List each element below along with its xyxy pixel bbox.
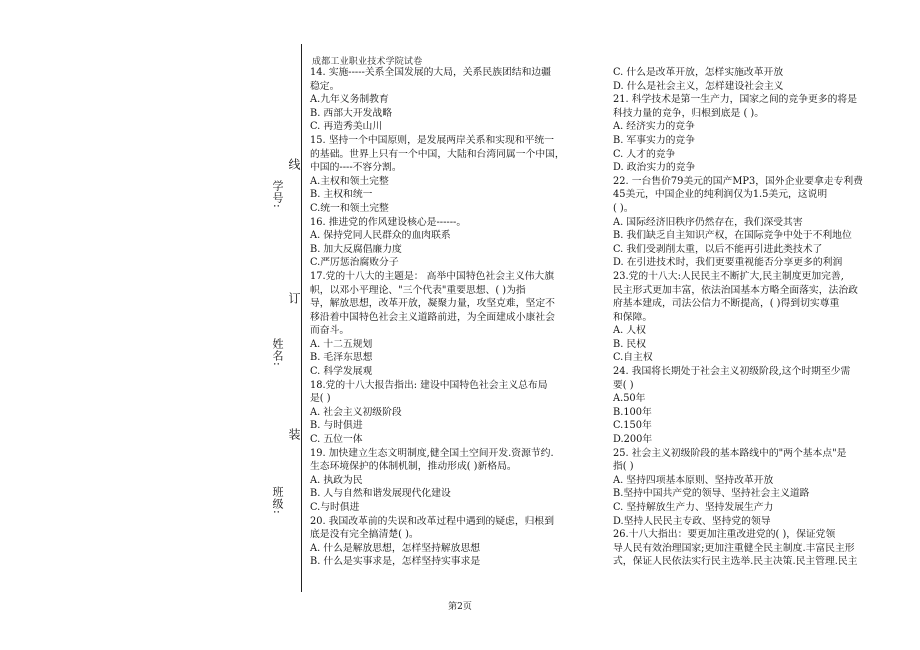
question-text-line: D. 政治实力的竞争 xyxy=(613,162,696,174)
question-text-line: C.统一和领土完整 xyxy=(310,202,389,214)
question-text-line: B. 与时俱进 xyxy=(310,420,363,432)
question-text-line: B. 民权 xyxy=(613,338,647,350)
question-text-line: A. 人权 xyxy=(613,325,646,337)
question-text-line: B.100年 xyxy=(613,406,652,418)
question-text-line: 26.十八大指出：要更加注重改进党的( )，保证党领 xyxy=(613,529,836,541)
question-text-line: 15. 坚持一个中国原则，是发展两岸关系和实现和平统一 xyxy=(310,134,555,146)
right-question-column xyxy=(613,66,897,569)
question-text-line: 而奋斗。 xyxy=(310,325,350,337)
question-text-line: A. 坚持四项基本原则、坚持改革开放 xyxy=(613,474,774,486)
question-text-line: C. 再造秀美山川 xyxy=(310,121,383,133)
question-text-line: 导人民有效治理国家;更加注重健全民主制度.丰富民主形 xyxy=(613,542,855,554)
binding-mark-bind: 订 xyxy=(287,292,301,306)
question-text-line: D. 什么是社会主义，怎样建设社会主义 xyxy=(613,80,784,92)
question-text-line: D.200年 xyxy=(613,434,653,446)
student-id-label: 学号: xyxy=(271,180,284,209)
question-text-line: C.与时俱进 xyxy=(310,502,360,513)
question-text-line: 19. 加快建立生态文明制度,健全国土空间开发.资源节约. xyxy=(310,447,554,459)
question-text-line: B. 人与自然和谐发展现代化建设 xyxy=(310,488,451,500)
binding-mark-seal: 装 xyxy=(287,428,301,442)
question-text-line: C. 坚持解放生产力、坚持发展生产力 xyxy=(613,502,774,513)
question-text-line: A. 国际经济旧秩序仍然存在，我们深受其害 xyxy=(613,216,803,228)
question-text-line: B.坚持中国共产党的领导、坚持社会主义道路 xyxy=(613,488,810,500)
question-text-line: 25. 社会主义初级阶段的基本路线中的"两个基本点"是 xyxy=(613,447,847,459)
student-name-label: 姓名: xyxy=(271,338,284,367)
question-text-line: 式，保证人民依法实行民主选举.民主决策.民主管理.民主 xyxy=(613,556,858,568)
question-text-line: 导，解放思想，改革开放，凝聚力量，攻坚克难，坚定不 xyxy=(310,298,555,310)
question-text-line: C. 人才的竞争 xyxy=(613,148,676,160)
question-text-line: 稳定。 xyxy=(310,80,340,92)
question-text-line: 指( ) xyxy=(613,461,634,473)
question-text-line: 要( ) xyxy=(613,379,634,391)
question-text-line: 45美元，中国企业的纯利润仅为1.5美元，这说明 xyxy=(613,189,828,201)
school-exam-header: 成都工业职业技术学院试卷 xyxy=(312,57,423,67)
question-text-line: 中国的----不容分割。 xyxy=(310,162,402,174)
question-text-line: A.50年 xyxy=(613,393,646,405)
question-text-line: 和保障。 xyxy=(613,311,653,323)
question-text-line: B. 西部大开发战略 xyxy=(310,107,393,119)
left-question-column xyxy=(310,66,594,569)
page-number: 第2页 xyxy=(448,602,472,612)
question-text-line: 24. 我国将长期处于社会主义初级阶段,这个时期至少需 xyxy=(613,366,851,378)
question-text-line: 18.党的十八大报告指出: 建设中国特色社会主义总布局 xyxy=(310,379,548,391)
question-text-line: A. 保持党同人民群众的血肉联系 xyxy=(310,230,451,242)
question-text-line: A. 社会主义初级阶段 xyxy=(310,406,402,418)
question-text-line: 20. 我国改革前的失误和改革过程中遇到的疑虑，归根到 xyxy=(310,515,555,527)
question-text-line: A.主权和领土完整 xyxy=(310,175,389,187)
question-text-line: B. 毛泽东思想 xyxy=(310,352,373,364)
question-text-line: 21. 科学技术是第一生产力，国家之间的竞争更多的将是 xyxy=(613,94,858,106)
question-text-line: ( )。 xyxy=(613,202,634,214)
question-text-line: 16. 推进党的作风建设核心是------。 xyxy=(310,216,467,228)
question-text-line: C. 科学发展观 xyxy=(310,366,373,378)
question-text-line: D.坚持人民民主专政、坚持党的领导 xyxy=(613,515,771,527)
question-text-line: 生态环境保护的体制机制，推动形成( )新格局。 xyxy=(310,461,517,473)
question-text-line: C.严厉惩治腐败分子 xyxy=(310,257,399,269)
question-text-line: 民主形式更加丰富，依法治国基本方略全面落实，法治政 xyxy=(613,284,858,296)
question-text-line: C. 我们受剥削太重，以后不能再引进此类技术了 xyxy=(613,243,823,255)
question-text-line: B. 军事实力的竞争 xyxy=(613,134,696,146)
question-text-line: 17.党的十八大的主题是： 高举中国特色社会主义伟大旗 xyxy=(310,270,555,282)
question-text-line: C.自主权 xyxy=(613,352,653,364)
question-text-line: C. 什么是改革开放，怎样实施改革开放 xyxy=(613,67,784,78)
question-text-line: 底是没有完全搞清楚( )。 xyxy=(310,529,419,541)
question-text-line: A. 十二五规划 xyxy=(310,338,373,350)
question-text-line: B. 我们缺乏自主知识产权，在国际竞争中处于不利地位 xyxy=(613,230,852,242)
question-text-line: 是( ) xyxy=(310,393,331,405)
question-text-line: 23.党的十八大:人民民主不断扩大,民主制度更加完善, xyxy=(613,270,844,282)
question-text-line: A. 经济实力的竞争 xyxy=(613,121,695,133)
question-text-line: A.九年义务制教育 xyxy=(310,94,389,106)
question-text-line: D. 在引进技术时，我们更要重视能否分享更多的利润 xyxy=(613,257,843,269)
question-text-line: 14. 实施-----关系全国发展的大局，关系民族团结和边疆 xyxy=(310,67,551,78)
question-text-line: 的基础。世界上只有一个中国，大陆和台湾同属一个中国， xyxy=(310,148,565,160)
class-label: 班级: xyxy=(271,486,284,515)
question-text-line: 府基本建成，司法公信力不断提高，( )得到切实尊重 xyxy=(613,298,840,310)
question-text-line: 科技力量的竞争，归根到底是 ( )。 xyxy=(613,107,765,119)
question-text-line: B. 加大反腐倡廉力度 xyxy=(310,243,402,255)
question-text-line: A. 执政为民 xyxy=(310,474,363,486)
question-text-line: 移沿着中国特色社会主义道路前进，为全面建成小康社会 xyxy=(310,311,555,323)
question-text-line: B. 主权和统一 xyxy=(310,189,373,201)
question-text-line: 22. 一台售价79美元的国产MP3，国外企业要拿走专利费 xyxy=(613,175,863,187)
binding-line xyxy=(301,44,302,592)
question-text-line: 帜，以邓小平理论、"三个代表"重要思想、( )为指 xyxy=(310,284,526,296)
question-text-line: C. 五位一体 xyxy=(310,434,363,446)
question-text-line: B. 什么是实事求是，怎样坚持实事求是 xyxy=(310,556,481,568)
binding-mark-line: 线 xyxy=(287,158,301,172)
question-text-line: C.150年 xyxy=(613,420,652,432)
question-text-line: A. 什么是解放思想，怎样坚持解放思想 xyxy=(310,542,481,554)
